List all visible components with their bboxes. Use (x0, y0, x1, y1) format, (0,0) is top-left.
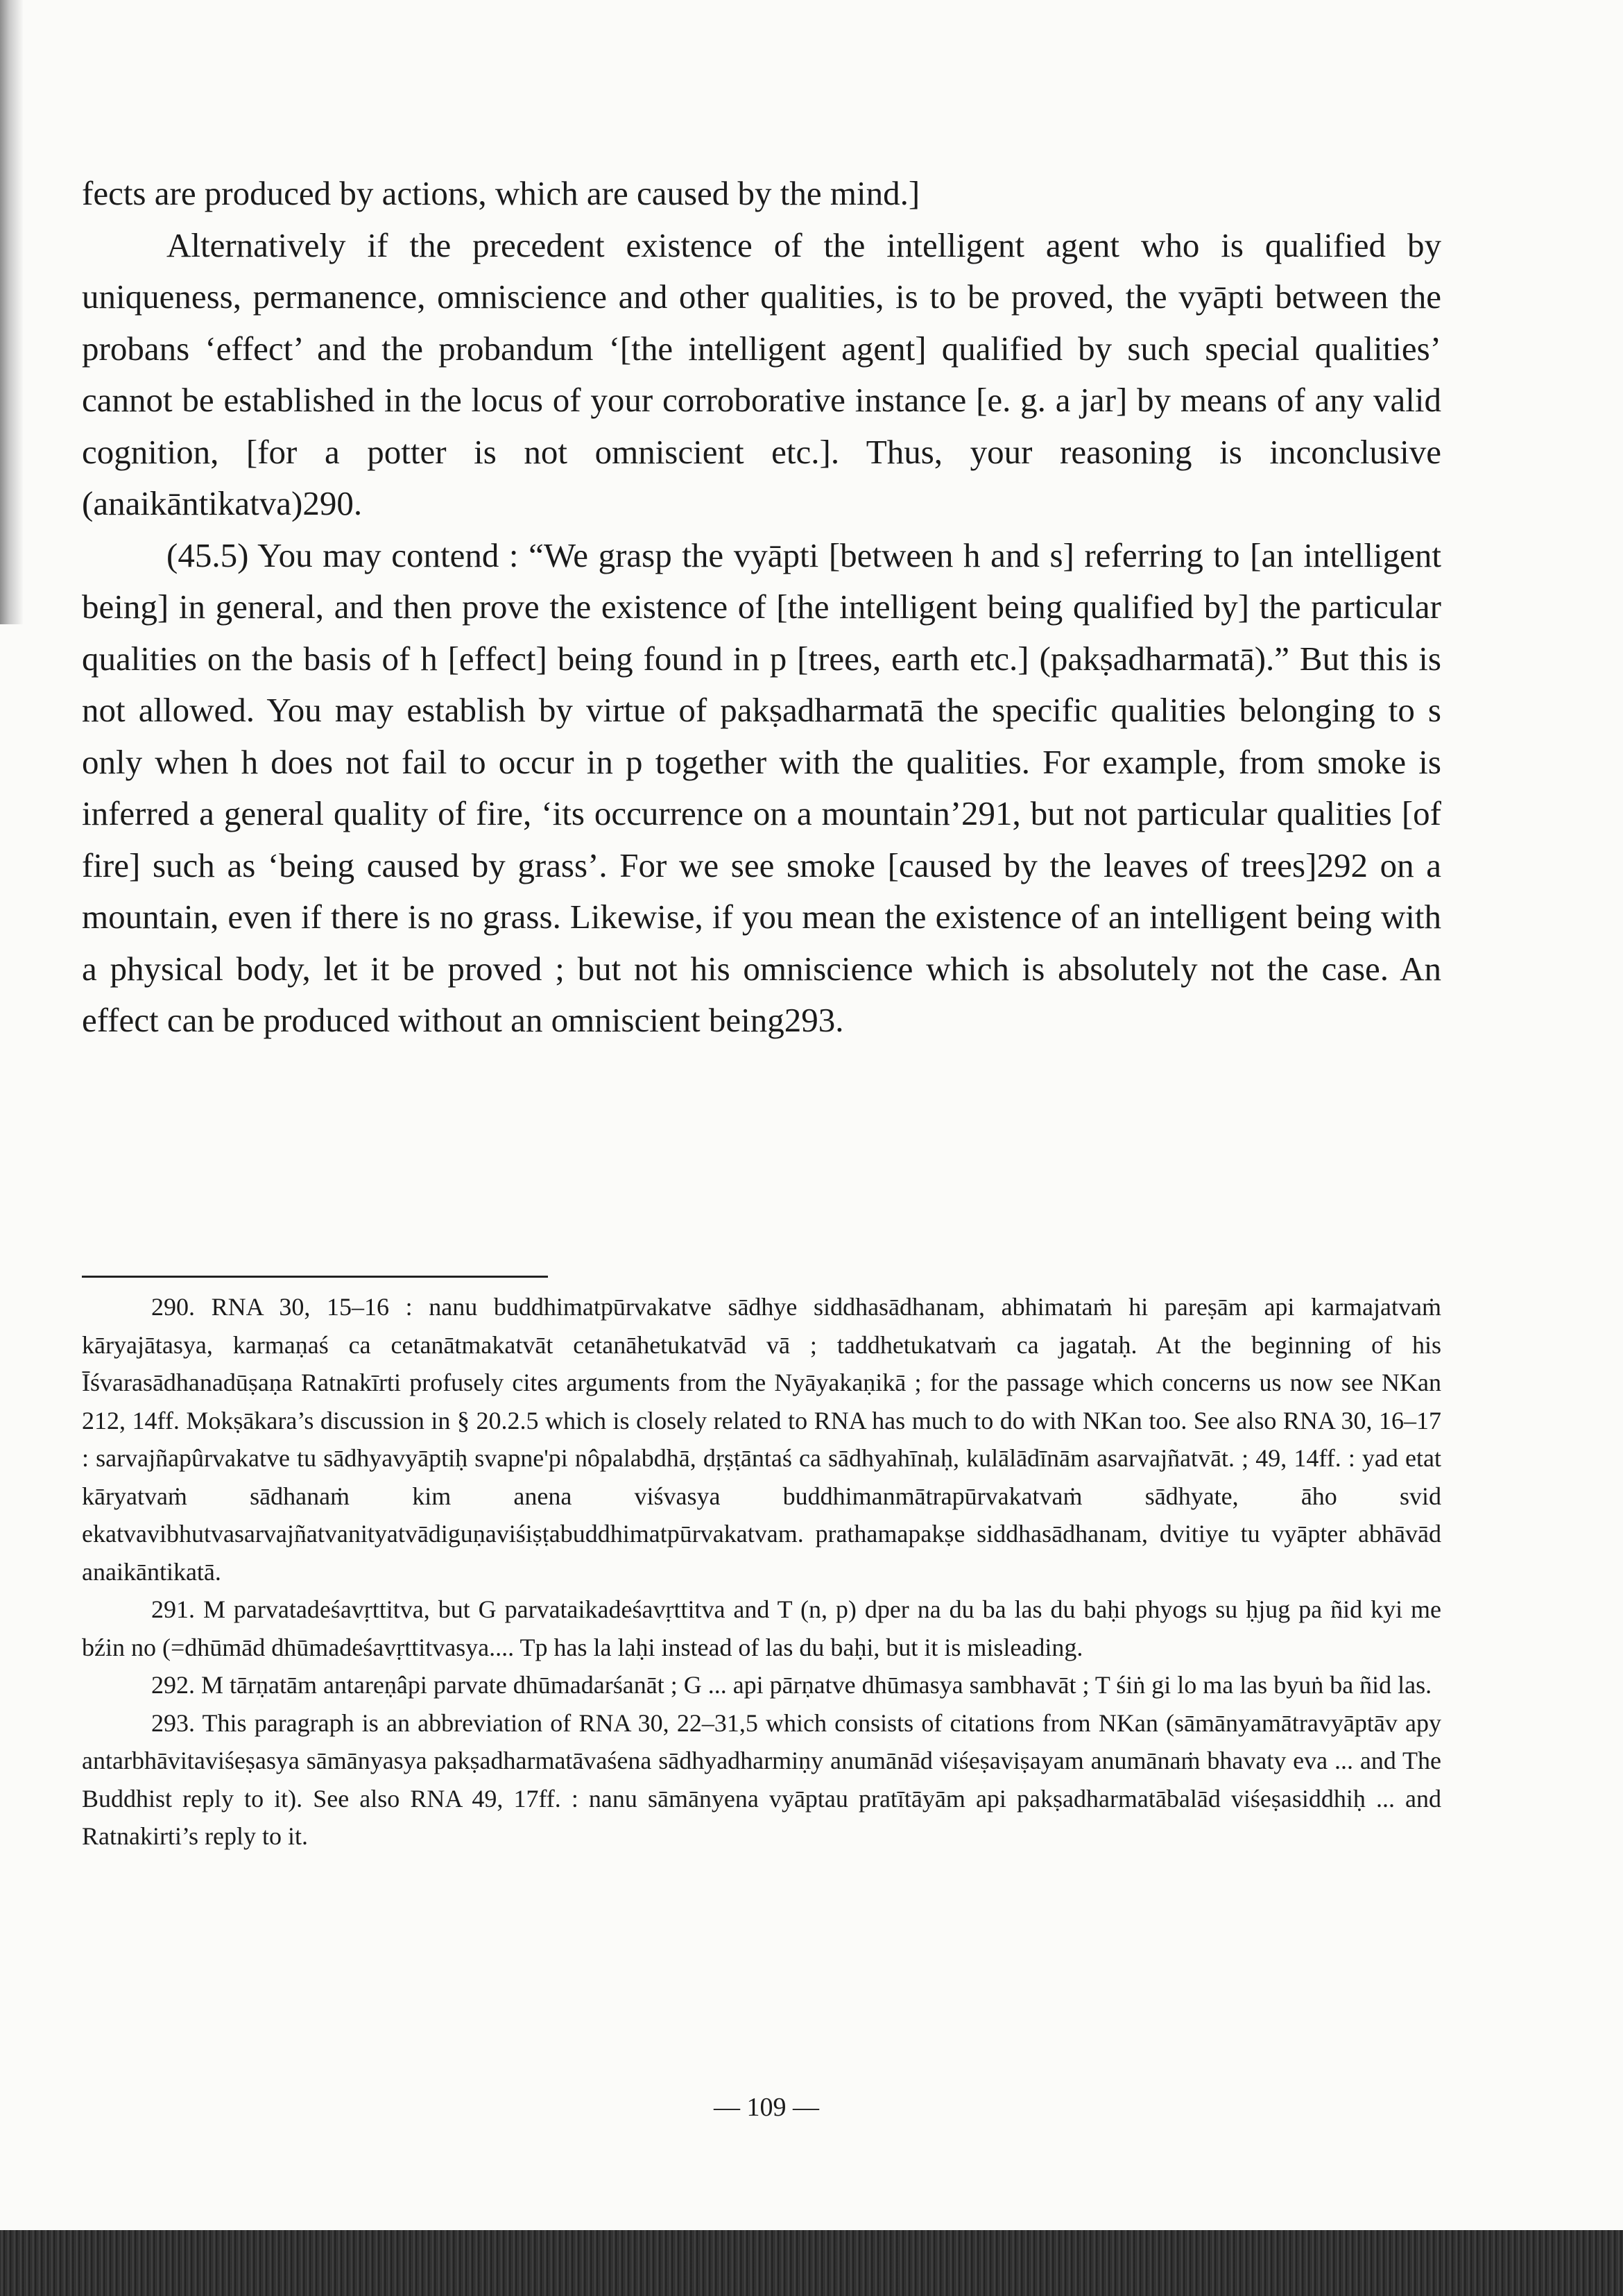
footnotes (82, 1288, 1441, 1856)
paragraph-45-5: (45.5) You may contend : “We grasp the vyāpti [between h and s] referring to [an intelligent being] in general, and then prove the existence of [the intelligent being qualified by] the particular qualities on the basis of h [effect] being found in p [trees, earth etc.] (pakṣadharmatā).” But this is not allowed. You may establish by virtue of pakṣadharmatā the specific qualities belonging to s only when h does not fail to occur in p together with the qualities. For example, from smoke is inferred a general quality of fire, ‘its occurrence on a mountain’291, but not particular qualities [of fire] such as ‘being caused by grass’. For we see smoke [caused by the leaves of trees]292 on a mountain, even if there is no grass. Likewise, if you mean the existence of an intelligent being with a physical body, let it be proved ; but not his omniscience which is absolutely not the case. An effect can be produced without an omniscient being293. (82, 536, 1441, 1039)
paragraph-continued: fects are produced by actions, which are caused by the mind.] (82, 174, 920, 212)
footnote-293: 293. This paragraph is an abbreviation of RNA 30, 22–31,5 which consists of citations from NKan (sāmānyamātravyāptāv apy antarbhāvitaviśeṣasya sāmānyasya pakṣadharmatāvaśena sādhyadharmiṇy anumānād viśeṣaviṣayam anumānaṁ bhavaty eva ... and The Buddhist reply to it). See also RNA 49, 17ff. : nanu sāmānyena vyāptau pratītāyām api pakṣadharmatābalād viśeṣasiddhiḥ ... and Ratnakirti’s reply to it. (82, 1708, 1441, 1850)
footnote-291: 291. M parvatadeśavṛttitva, but G parvataikadeśavṛttitva and T (n, p) dper na du ba las du baḥi phyogs su ḥjug pa ñid kyi me bźin no (=dhūmād dhūmadeśavṛttitvasya.... Tp has la laḥi instead of las du baḥi, but it is misleading. (82, 1595, 1441, 1661)
footnote-separator (82, 1276, 548, 1278)
page-number: — 109 — (714, 2093, 819, 2122)
paragraph-alternatively: Alternatively if the precedent existence of the intelligent agent who is qualified by uniqueness, permanence, omniscience and other qualities, is to be proved, the vyāpti between the probans ‘effect’ and the probandum ‘[the intelligent agent] qualified by such special qualities’ cannot be established in the locus of your corroborative instance [e. g. a jar] by means of any valid cognition, [for a potter is not omniscient etc.]. Thus, your reasoning is inconclusive (anaikāntikatva)290. (82, 225, 1441, 522)
footnote-290: 290. RNA 30, 15–16 : nanu buddhimatpūrvakatve sādhye siddhasādhanam, abhimataṁ hi pareṣām api karmajatvaṁ kāryajātasya, karmaṇaś ca cetanātmakatvāt cetanāhetukatvād vā ; taddhetukatvaṁ ca jagataḥ. At the beginning of his Īśvarasādhanadūṣaṇa Ratnakīrti profusely cites arguments from the Nyāyakaṇikā ; for the passage which concerns us now see NKan 212, 14ff. Mokṣākara’s discussion in § 20.2.5 which is closely related to RNA has much to do with NKan too. See also RNA 30, 16–17 : sarvajñapûrvakatve tu sādhyavyāptiḥ svapne'pi nôpalabdhā, dṛṣṭāntaś ca sādhyahīnaḥ, kulālādīnām asarvajñatvāt. ; 49, 14ff. : yad etat kāryatvaṁ sādhanaṁ kim anena viśvasya buddhimanmātrapūrvakatvaṁ sādhyate, āho svid ekatvavibhutvasarvajñatvanityatvādiguṇaviśiṣṭabuddhimatpūrvakatvam. prathamapakṣe siddhasādhanam, dvitiye tu vyāpter abhāvād anaikāntikatā. (82, 1293, 1441, 1586)
footnote-292: 292. M tārṇatām antareṇâpi parvate dhūmadarśanāt ; G ... api pārṇatve dhūmasya sambhavāt ; T śiṅ gi lo ma las byuṅ ba ñid las. (151, 1671, 1432, 1699)
scan-bottom-edge (0, 2230, 1623, 2296)
scan-shadow-edge (0, 0, 24, 624)
main-text (82, 168, 1441, 1047)
